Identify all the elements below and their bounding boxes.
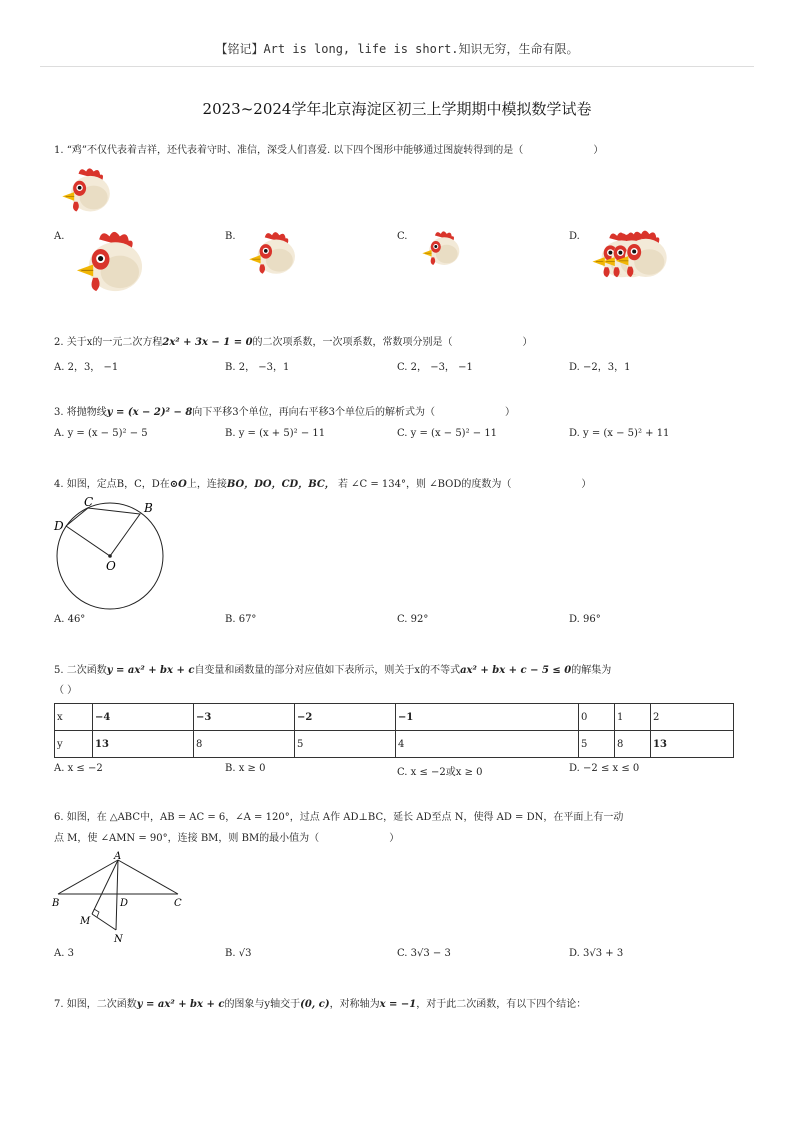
question-5-stem: 5. 二次函数y = ax² + bx + c自变量和函数量的部分对应值如下表所示，则关于x的不等式ax² + bx + c − 5 ≤ 0的解集为 xyxy=(54,665,612,676)
chicken-head-icon xyxy=(610,226,670,284)
q2-option-c[interactable]: C. 2， −3， −1 xyxy=(397,362,473,373)
q4-option-c[interactable]: C. 92° xyxy=(397,614,429,625)
motto: 【铭记】Art is long, life is short.知识无穷，生命有限。 xyxy=(215,42,579,56)
q1-option-d-label[interactable]: D. xyxy=(569,231,580,242)
q4-option-a[interactable]: A. 46° xyxy=(54,614,86,625)
page-title: 2023~2024学年北京海淀区初三上学期期中模拟数学试卷 xyxy=(202,100,592,118)
question-6-line-2: 点 M，使 ∠AMN = 90°，连接 BM，则 BM的最小值为（ ） xyxy=(54,833,400,844)
q3-option-b[interactable]: B. y = (x + 5)² − 11 xyxy=(225,428,326,439)
table-cell: 0 xyxy=(579,704,615,731)
table-cell: 5 xyxy=(295,731,396,758)
fig-label-c: C xyxy=(174,898,182,909)
value-table xyxy=(54,703,734,758)
question-6-line-1: 6. 如图，在 △ABC中，AB = AC = 6，∠A = 120°，过点 A作 AD⊥BC，延长 AD至点 N，使得 AD = DN，在平面上有一动 xyxy=(54,812,624,823)
table-cell: −3 xyxy=(194,704,295,731)
question-7-stem: 7. 如图，二次函数y = ax² + bx + c的图象与y轴交于(0, c)，对称轴为x = −1，对于此二次函数，有以下四个结论： xyxy=(54,999,587,1010)
table-cell: 8 xyxy=(615,731,651,758)
q1-option-a-label[interactable]: A. xyxy=(54,231,65,242)
table-cell: 13 xyxy=(93,731,194,758)
table-row xyxy=(55,731,734,758)
q5-option-a[interactable]: A. x ≤ −2 xyxy=(54,763,103,774)
q4-circle-figure xyxy=(50,496,180,616)
table-row xyxy=(55,704,734,731)
table-cell: −4 xyxy=(93,704,194,731)
q2-option-a[interactable]: A. 2，3， −1 xyxy=(54,362,119,373)
q2-equation: 2x² + 3x − 1 = 0 xyxy=(162,337,253,348)
question-4-stem: 4. 如图，定点B，C，D在⊙O上，连接BO，DO，CD，BC， 若 ∠C = 134°，则 ∠BOD的度数为（ ） xyxy=(54,479,592,490)
q6-option-d[interactable]: D. 3√3 + 3 xyxy=(569,948,624,959)
table-cell: −2 xyxy=(295,704,396,731)
fig-label-d: D xyxy=(120,898,129,909)
fig-label-b: B xyxy=(52,898,60,909)
question-3-stem: 3. 将抛物线y = (x − 2)² − 8向下平移3个单位，再向右平移3个单位后的解析式为（ ） xyxy=(54,407,516,418)
q6-triangle-figure xyxy=(50,850,190,946)
fig-label-b: B xyxy=(144,501,153,515)
table-cell: 8 xyxy=(194,731,295,758)
table-cell: 4 xyxy=(396,731,579,758)
table-cell: 5 xyxy=(579,731,615,758)
fig-label-c: C xyxy=(84,496,94,509)
fig-label-n: N xyxy=(114,934,123,945)
fig-label-a: A xyxy=(114,851,122,862)
fig-label-o: O xyxy=(106,559,116,573)
q3-option-c[interactable]: C. y = (x − 5)² − 11 xyxy=(397,428,498,439)
table-cell: y xyxy=(55,731,93,758)
q3-equation: y = (x − 2)² − 8 xyxy=(106,407,193,418)
chicken-head-icon xyxy=(416,228,464,270)
q1-option-b-label[interactable]: B. xyxy=(225,231,236,242)
chicken-head-icon xyxy=(70,226,146,300)
chicken-head-icon xyxy=(56,164,114,218)
fig-label-d: D xyxy=(54,519,64,533)
header-divider xyxy=(40,66,754,67)
q6-option-b[interactable]: B. √3 xyxy=(225,948,252,959)
q6-option-c[interactable]: C. 3√3 − 3 xyxy=(397,948,451,959)
q2-option-b[interactable]: B. 2， −3，1 xyxy=(225,362,290,373)
q5-option-b[interactable]: B. x ≥ 0 xyxy=(225,763,266,774)
fig-label-m: M xyxy=(80,916,91,927)
question-5-paren: （ ） xyxy=(54,685,78,696)
q5-option-d[interactable]: D. −2 ≤ x ≤ 0 xyxy=(569,763,640,774)
q2-option-d[interactable]: D. −2，3，1 xyxy=(569,362,631,373)
question-1-stem: 1. “鸡”不仅代表着吉祥，还代表着守时、准信，深受人们喜爱. 以下四个图形中能够通过图旋转得到的是（ ） xyxy=(54,145,604,156)
table-cell: x xyxy=(55,704,93,731)
table-cell: 13 xyxy=(651,731,734,758)
question-2-stem: 2. 关于x的一元二次方程2x² + 3x − 1 = 0的二次项系数，一次项系数，常数项分别是（ ） xyxy=(54,337,533,348)
q4-option-b[interactable]: B. 67° xyxy=(225,614,257,625)
table-cell: −1 xyxy=(396,704,579,731)
chicken-head-icon xyxy=(242,228,300,280)
q4-option-d[interactable]: D. 96° xyxy=(569,614,601,625)
q3-option-d[interactable]: D. y = (x − 5)² + 11 xyxy=(569,428,670,439)
table-cell: 1 xyxy=(615,704,651,731)
table-cell: 2 xyxy=(651,704,734,731)
q6-option-a[interactable]: A. 3 xyxy=(54,948,74,959)
q5-option-c[interactable]: C. x ≤ −2或x ≥ 0 xyxy=(397,767,483,778)
q1-option-c-label[interactable]: C. xyxy=(397,231,408,242)
q3-option-a[interactable]: A. y = (x − 5)² − 5 xyxy=(54,428,148,439)
